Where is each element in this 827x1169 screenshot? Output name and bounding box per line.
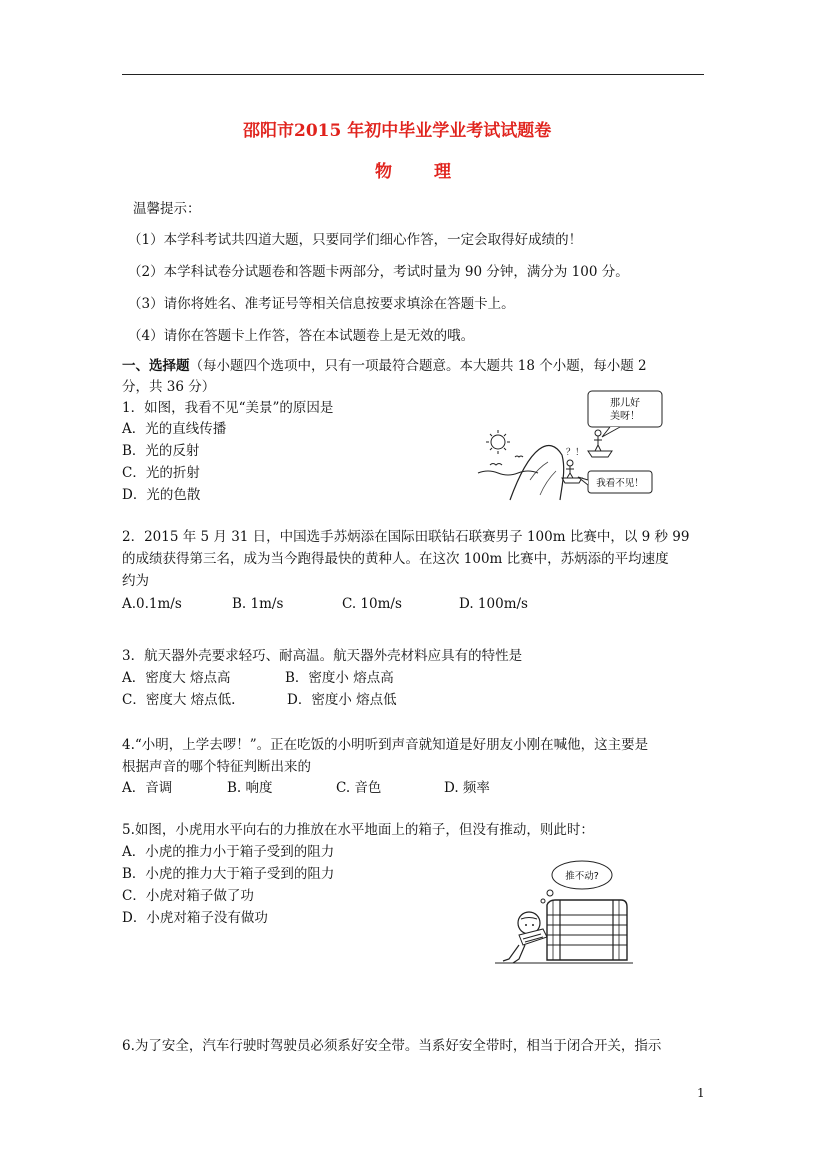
q1-option-c: C．光的折射: [122, 465, 200, 481]
q5-thought-text: 推不动?: [565, 871, 599, 882]
wooden-crate: [547, 900, 627, 960]
q4-option-d: D. 频率: [444, 780, 490, 796]
q3-option-a: A．密度大 熔点高: [122, 670, 231, 686]
q3-option-d: D．密度小 熔点低: [287, 692, 397, 708]
tip-item: （2）本学科试卷分试题卷和答题卡两部分，考试时量为 90 分钟，满分为 100 分。: [128, 264, 629, 280]
q2-line1: 2．2015 年 5 月 31 日，中国选手苏炳添在国际田联钻石联赛男子 100m 比赛中，以 9 秒 99: [122, 529, 690, 545]
q4-option-b: B. 响度: [227, 780, 273, 796]
tip-item: （1）本学科考试共四道大题，只要同学们细心作答，一定会取得好成绩的！: [128, 232, 583, 248]
q4-option-c: C. 音色: [336, 780, 382, 796]
section-label: 一、选择题: [122, 358, 190, 374]
section-desc: （每小题四个选项中，只有一项最符合题意。本大题共 18 个小题，每小题 2: [189, 358, 647, 374]
q5-option-d: D．小虎对箱子没有做功: [122, 910, 268, 926]
q2-line2: 的成绩获得第三名，成为当今跑得最快的黄种人。在这次 100m 比赛中，苏炳添的平均速度: [122, 551, 669, 567]
q1-stem: 1．如图，我看不见“美景”的原因是: [122, 400, 334, 416]
q4-line2: 根据声音的哪个特征判断出来的: [122, 759, 311, 775]
person-top-icon: [588, 430, 612, 457]
q1-option-d: D．光的色散: [122, 487, 201, 503]
q4-line1: 4.“小明，上学去啰！”。正在吃饭的小明听到声音就知道是好朋友小刚在喊他，这主要是: [122, 737, 649, 753]
q3-stem: 3．航天器外壳要求轻巧、耐高温。航天器外壳材料应具有的特性是: [122, 648, 523, 664]
boy-pushing-icon: [503, 912, 547, 963]
q1-qmarks: ？！: [566, 448, 585, 458]
page-number: 1: [697, 1086, 705, 1100]
q3-option-c: C．密度大 熔点低.: [122, 692, 236, 708]
q5-stem: 5.如图，小虎用水平向右的力推放在水平地面上的箱子，但没有推动，则此时：: [122, 822, 594, 838]
q2-option-b: B. 1m/s: [232, 596, 284, 612]
subject-char-1: 物: [375, 162, 392, 182]
bird-icon: [515, 456, 523, 457]
tip-item: （3）请你将姓名、准考证号等相关信息按要求填涂在答题卡上。: [128, 296, 515, 312]
q1-bubble-top-line2: 美呀！: [610, 411, 640, 422]
q2-option-a: A.0.1m/s: [122, 596, 182, 612]
water-waves: [478, 471, 538, 475]
q6-line1: 6.为了安全，汽车行驶时驾驶员必须系好安全带。当系好安全带时，相当于闭合开关，指示: [122, 1038, 662, 1054]
exam-title: 邵阳市2015 年初中毕业学业考试试题卷: [243, 121, 552, 141]
q1-option-a: A．光的直线传播: [122, 421, 227, 437]
q1-bubble-top-line1: 那儿好: [610, 398, 640, 409]
q1-option-b: B．光的反射: [122, 443, 200, 459]
section-heading: [122, 354, 647, 374]
bird-icon: [490, 464, 502, 466]
q1-figure: [470, 385, 670, 505]
q2-option-d: D. 100m/s: [459, 596, 528, 612]
q5-figure: [495, 855, 635, 970]
q1-bubble-bottom-text: 我看不见！: [596, 478, 644, 489]
header-rule: [122, 74, 704, 75]
sun-icon: [486, 430, 510, 454]
section-desc-2: 分，共 36 分）: [122, 379, 216, 395]
q5-option-c: C．小虎对箱子做了功: [122, 888, 254, 904]
tip-item: （4）请你在答题卡上作答，答在本试题卷上是无效的哦。: [128, 328, 475, 344]
q2-option-c: C. 10m/s: [342, 596, 402, 612]
subject-char-2: 理: [434, 162, 451, 182]
q3-option-b: B．密度小 熔点高: [285, 670, 394, 686]
q4-option-a: A．音调: [122, 780, 173, 796]
person-bottom-icon: [562, 460, 582, 483]
q5-option-b: B．小虎的推力大于箱子受到的阻力: [122, 866, 335, 882]
q5-option-a: A．小虎的推力小于箱子受到的阻力: [122, 844, 335, 860]
tips-heading: 温馨提示：: [133, 201, 201, 217]
q2-line3: 约为: [122, 573, 149, 589]
